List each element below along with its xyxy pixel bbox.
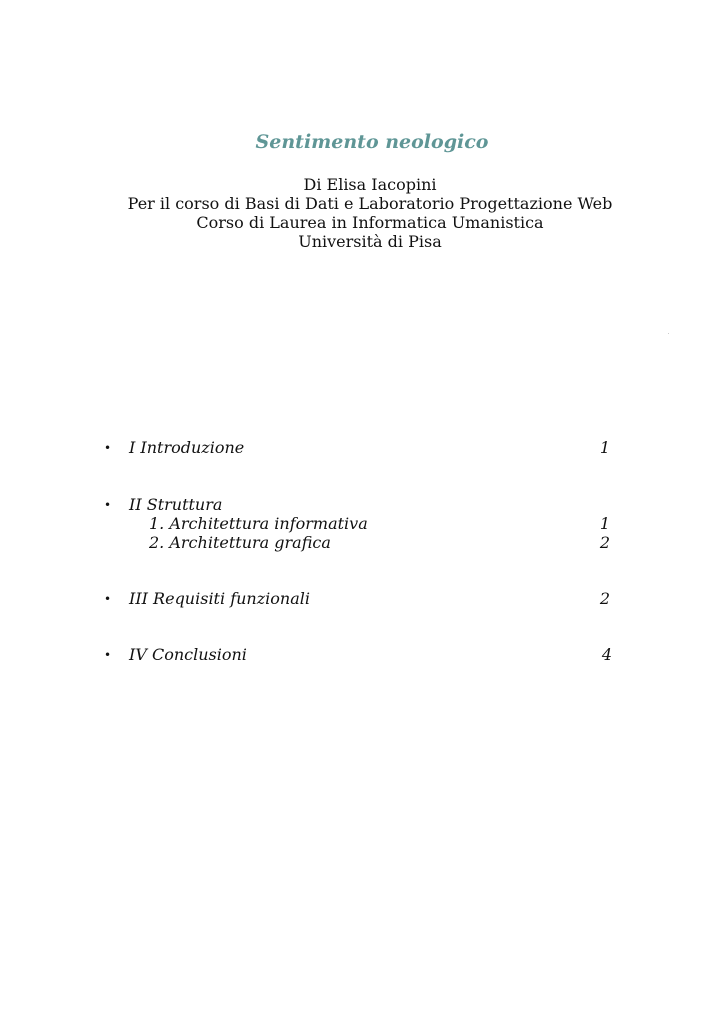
toc-entry-label: I Introduzione (129, 438, 245, 457)
toc-entry-label: IV Conclusioni (129, 645, 247, 664)
author-line: Di Elisa Iacopini (303, 175, 437, 194)
course-line: Per il corso di Basi di Dati e Laboratorio Progettazione Web (127, 194, 613, 213)
toc-entry-struttura (104, 495, 612, 515)
degree-line: Corso di Laurea in Informatica Umanistica (196, 213, 544, 232)
university-line: Università di Pisa (298, 232, 442, 251)
toc-entry-label: II Struttura (129, 495, 223, 514)
toc-entry-label: 1. Architettura informativa (149, 514, 368, 533)
toc-entry-page: 4 (601, 645, 612, 664)
toc-entry-page: 2 (599, 589, 610, 608)
toc-entry-label: III Requisiti funzionali (129, 589, 310, 608)
toc-subentry-architettura-grafica (104, 533, 612, 553)
bullet-icon: • (104, 592, 112, 606)
toc-entry-page: 2 (599, 533, 610, 552)
document-title: Sentimento neologico (255, 131, 489, 153)
toc-entry-page: 1 (599, 438, 610, 457)
toc-entry-page: 1 (599, 514, 610, 533)
toc-entry-label: 2. Architettura grafica (149, 533, 331, 552)
toc-entry-conclusioni (104, 645, 612, 665)
bullet-icon: • (104, 498, 112, 512)
bullet-icon: • (104, 648, 112, 662)
toc-subentry-architettura-informativa (104, 514, 612, 534)
toc-entry-introduzione (104, 438, 612, 458)
toc-entry-requisiti-funzionali (104, 589, 612, 609)
bullet-icon: • (104, 441, 112, 455)
